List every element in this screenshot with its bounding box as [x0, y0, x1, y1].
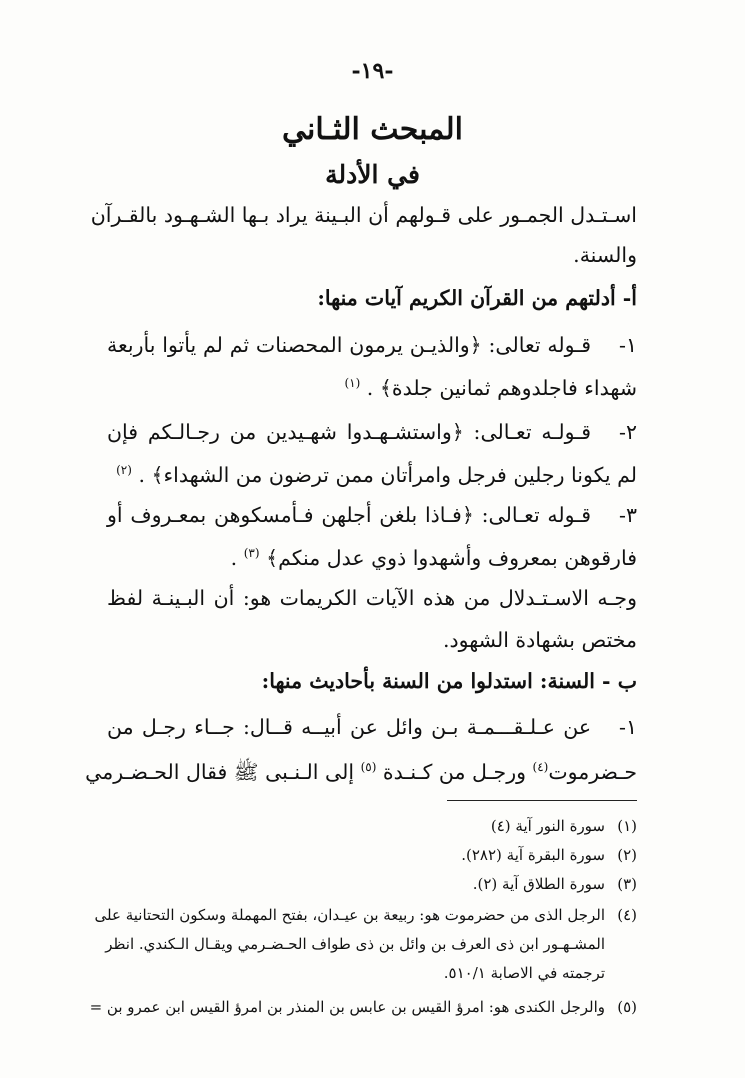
- footnote-ref: (٢): [116, 463, 132, 477]
- item-text: لم يكونا رجلين فرجل وامرأتان ممن ترضون من الشهداء﴾ .: [138, 462, 637, 487]
- item-text: قـولـه تعـالى: ﴿واستشـهـدوا شهـيدين من رجـالـكم فإن: [107, 420, 592, 444]
- list-item-line: [107, 455, 637, 490]
- footnote-text: سورة النور آية (٤): [490, 817, 605, 835]
- footnote-text: سورة الطلاق آية (٢).: [472, 875, 605, 893]
- item-end: .: [230, 545, 238, 570]
- list-item-line: [107, 330, 637, 360]
- subsection-heading-b: ب - السنة: استدلوا من السنة بأحاديث منها:: [261, 669, 637, 693]
- footnote-ref: (٤): [532, 760, 549, 774]
- paragraph-line: اسـتـدل الجمـور على قـولهم أن البـينة يراد بـها الشـهـود بالقـرآن: [90, 203, 637, 227]
- item-number: ٢-: [619, 420, 637, 444]
- item-text: قـوله تعـالى: ﴿فـاذا بلغن أجلهن فـأمسكوهن بمعـروف أو: [107, 503, 592, 527]
- item-text: فارقوهن بمعروف وأشهدوا ذوي عدل منكم﴾: [266, 545, 637, 570]
- item-number: ١-: [619, 333, 637, 357]
- item-text: حـضرموت: [548, 759, 637, 784]
- page-number: -١٩-: [351, 58, 394, 84]
- item-number: ٣-: [619, 503, 637, 527]
- footnote-text: سورة البقرة آية (٢٨٢).: [461, 846, 605, 864]
- footnote-ref: (١): [344, 376, 361, 390]
- list-item-line: [85, 752, 637, 787]
- footnote: [107, 814, 637, 838]
- paragraph-line: والسنة.: [573, 243, 637, 267]
- footnote: [94, 903, 637, 927]
- footnote-continuation: المشـهـور ابن ذى العرف بن وائل بن ذى طواف الحـضـرمي ويقـال الـكندي. انظر: [105, 935, 605, 953]
- footnote: [89, 995, 637, 1019]
- footnote-number: (١): [617, 817, 637, 835]
- item-text: قـوله تعالى: ﴿والذيـن يرمون المحصنات ثم لم يأتوا بأربعة: [107, 333, 592, 357]
- footnote: [107, 872, 637, 896]
- section-subtitle: في الأدلة: [325, 160, 420, 189]
- list-item-line: [107, 538, 637, 573]
- footnote-number: (٥): [617, 998, 637, 1016]
- list-item-line: [107, 712, 637, 742]
- item-text: ورجـل من كـنـدة: [376, 759, 533, 784]
- footnote-text: والرجل الكندى هو: امرؤ القيس بن عابس بن المنذر بن امرؤ القيس ابن عمرو بن =: [89, 998, 605, 1016]
- item-text: شهداء فاجلدوهم ثمانين جلدة﴾ .: [366, 375, 637, 400]
- list-item-line: [107, 368, 637, 403]
- footnote: [107, 843, 637, 867]
- footnote-divider: [447, 800, 637, 801]
- footnote-number: (٣): [617, 875, 637, 893]
- list-item-line: [107, 417, 637, 447]
- footnote-text: الرجل الذى من حضرموت هو: ربيعة بن عيـدان، بفتح المهملة وسكون التحتانية على: [94, 906, 605, 924]
- footnote-ref: (٣): [243, 546, 260, 560]
- item-text: عن عـلـقـــمـة بـن وائل عن أبيــه قــال: جــاء رجـل من: [107, 715, 592, 739]
- section-title: المبحث الثـاني: [282, 112, 463, 147]
- footnote-number: (٢): [617, 846, 637, 864]
- footnote-ref: (٥): [360, 760, 377, 774]
- paragraph-line: مختص بشهادة الشهود.: [442, 628, 637, 652]
- paragraph-line: وجـه الاسـتـدلال من هذه الآيات الكريمات هو: أن البـينـة لفظ: [107, 586, 637, 610]
- footnote-number: (٤): [617, 906, 637, 924]
- footnote-continuation: ترجمته في الاصابة ٥١٠/١.: [443, 964, 605, 982]
- subsection-heading-a: أ- أدلتهم من القرآن الكريم آيات منها:: [317, 286, 637, 310]
- item-number: ١-: [619, 715, 637, 739]
- item-text: إلى الـنـبى ﷺ فقال الحـضـرمي: [85, 759, 361, 784]
- list-item-line: [107, 500, 637, 530]
